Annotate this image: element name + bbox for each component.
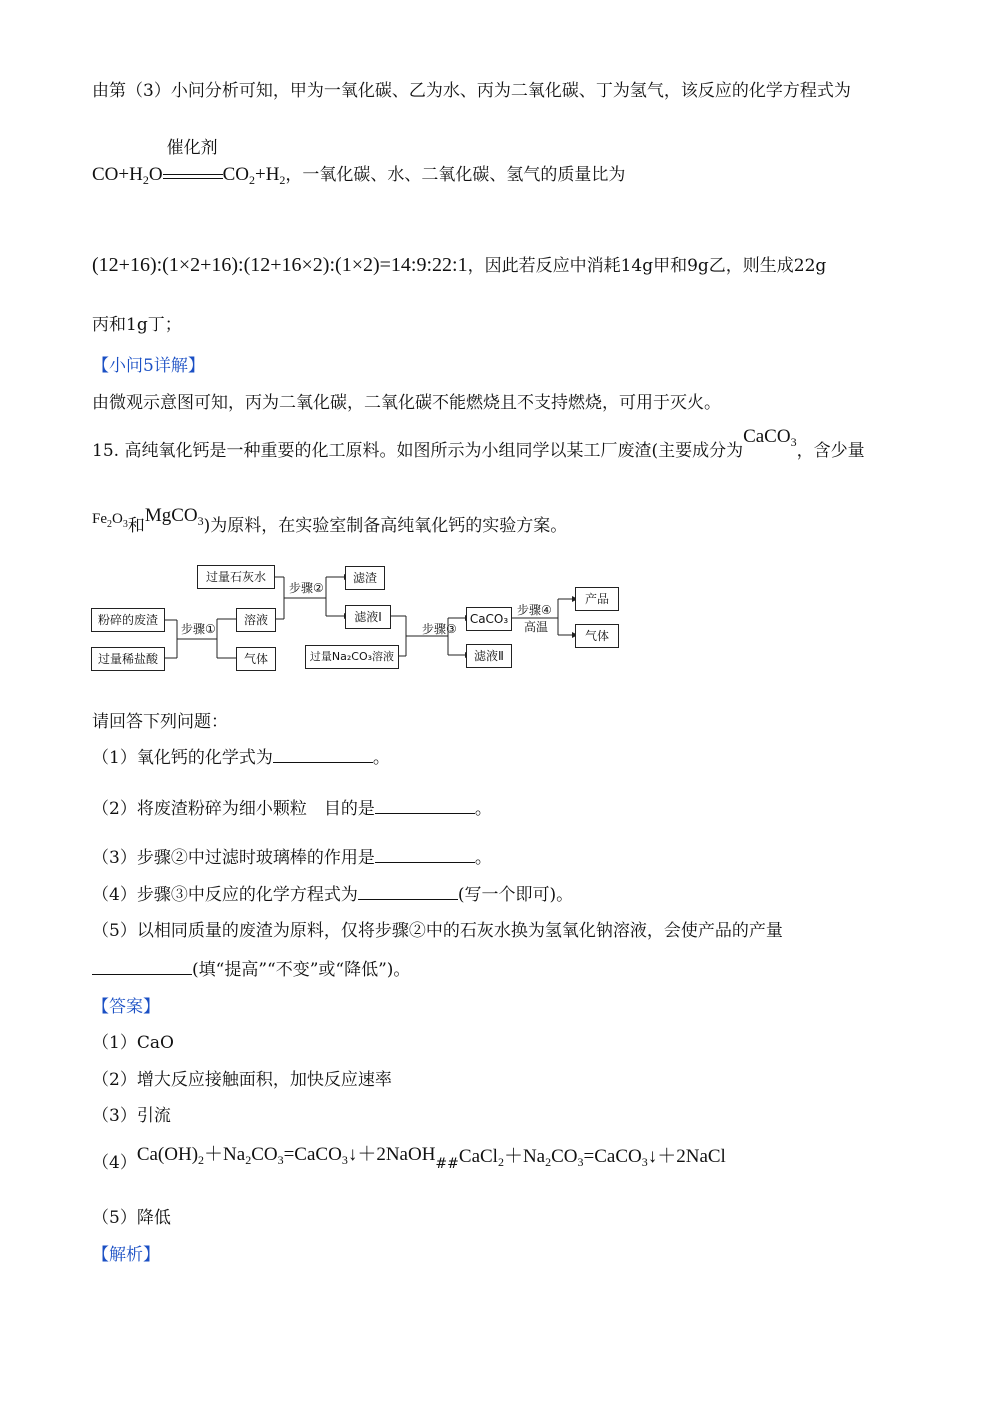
catalyst-equals-sign — [163, 137, 223, 187]
answer-3: （3）引流 — [92, 1106, 171, 1126]
mass-ratio-intro: ，一氧化碳、水、二氧化碳、氢气的质量比为 — [285, 165, 626, 185]
flow-box-dilute-hcl: 过量稀盐酸 — [91, 647, 165, 671]
flow-box-residue: 滤渣 — [345, 566, 385, 590]
formula-caco3: CaCO$_3$ — [743, 426, 797, 449]
flow-box-gas-2: 气体 — [575, 624, 619, 648]
answer-5: （5）降低 — [92, 1208, 171, 1228]
question-5: （5）以相同质量的废渣为原料，仅将步骤②中的石灰水换为氢氧化钠溶液，会使产品的产量 — [92, 921, 783, 941]
flow-box-product: 产品 — [575, 587, 619, 611]
paragraph-q5-detail: 由微观示意图可知，丙为二氧化碳，二氧化碳不能燃烧且不支持燃烧，可用于灭火。 — [92, 393, 721, 413]
flow-box-crushed-waste: 粉碎的废渣 — [91, 608, 165, 632]
formula-mgco3: MgCO$_3$ — [144, 505, 204, 528]
flow-label-step3: 步骤③ — [422, 622, 457, 636]
paragraph-conclusion: 丙和1g丁； — [92, 315, 182, 335]
answer-4-separator: ## — [435, 1156, 459, 1172]
question-2: （2）将废渣粉碎为细小颗粒 目的是 。 — [92, 799, 492, 819]
ratio-conclusion: ，因此若反应中消耗14g甲和9g乙，则生成22g — [467, 256, 827, 276]
formula-fe2o3: $Fe_2O_3$ — [92, 511, 128, 530]
section-header-q5: 【小问5详解】 — [92, 356, 205, 376]
flow-box-solution: 溶液 — [236, 608, 276, 632]
question-3: （3）步骤②中过滤时玻璃棒的作用是 。 — [92, 848, 492, 868]
ratio-line — [92, 254, 826, 277]
question-15-line1: 15. 高纯氧化钙是一种重要的化工原料。如图所示为小组同学以某工厂废渣(主要成分为CaCO$_3$，含少量 — [92, 426, 865, 461]
equation-left: $CO+H_2O$ — [92, 164, 163, 187]
question-1: （1）氧化钙的化学式为 。 — [92, 748, 390, 768]
flow-label-step2: 步骤② — [289, 581, 324, 595]
flow-box-gas-1: 气体 — [236, 647, 276, 671]
flow-box-excess-limewater: 过量石灰水 — [197, 565, 275, 589]
answer-4: $(4)Ca(OH)_2+Na_2CO_3=CaCO_3↓+2NaOH\#\#CaCl_2+Na_2CO_3=CaCO_3↓+2NaCl$ — [92, 1144, 726, 1173]
mass-ratio-expression: (12+16):(1×2+16):(12+16×2):(1×2)=14:9:22:1 — [92, 254, 468, 276]
flow-box-caco3: CaCO₃ — [466, 607, 512, 631]
question-15-line2: $Fe_2O_3$和MgCO$_3$)为原料，在实验室制备高纯氧化钙的实验方案。 — [92, 505, 568, 536]
equation-right: $CO_2+H_2$ — [222, 164, 286, 187]
paragraph-analysis-3: 由第（3）小问分析可知，甲为一氧化碳、乙为水、丙为二氧化碳、丁为氢气，该反应的化学方程式为 — [92, 81, 851, 101]
flow-label-step1: 步骤① — [181, 622, 216, 636]
flow-box-excess-na2co3: 过量Na₂CO₃溶液 — [305, 645, 399, 669]
question-5-cont: (填“提高”“不变”或“降低”)。 — [92, 958, 410, 981]
answer-2: （2）增大反应接触面积，加快反应速率 — [92, 1070, 392, 1090]
flow-box-filtrate-2: 滤液Ⅱ — [466, 644, 512, 668]
catalyst-label: 催化剂 — [166, 137, 218, 158]
question-4: （4）步骤③中反应的化学方程式为 (写一个即可)。 — [92, 885, 574, 905]
equation-line — [92, 137, 626, 191]
answer-header: 【答案】 — [92, 997, 160, 1017]
flow-label-high-temp: 高温 — [524, 620, 549, 634]
answer-1: （1）CaO — [92, 1033, 174, 1053]
analysis-header: 【解析】 — [92, 1245, 160, 1265]
questions-intro: 请回答下列问题： — [92, 712, 228, 732]
answer-4-equation-1: $Ca(OH)_2+Na_2CO_3=CaCO_3↓+2NaOH$ — [136, 1144, 436, 1167]
flow-box-filtrate-1: 滤液Ⅰ — [345, 605, 391, 629]
flow-label-step4: 步骤④ — [517, 603, 552, 617]
answer-4-equation-2: $CaCl_2+Na_2CO_3=CaCO_3↓+2NaCl$ — [458, 1146, 726, 1169]
